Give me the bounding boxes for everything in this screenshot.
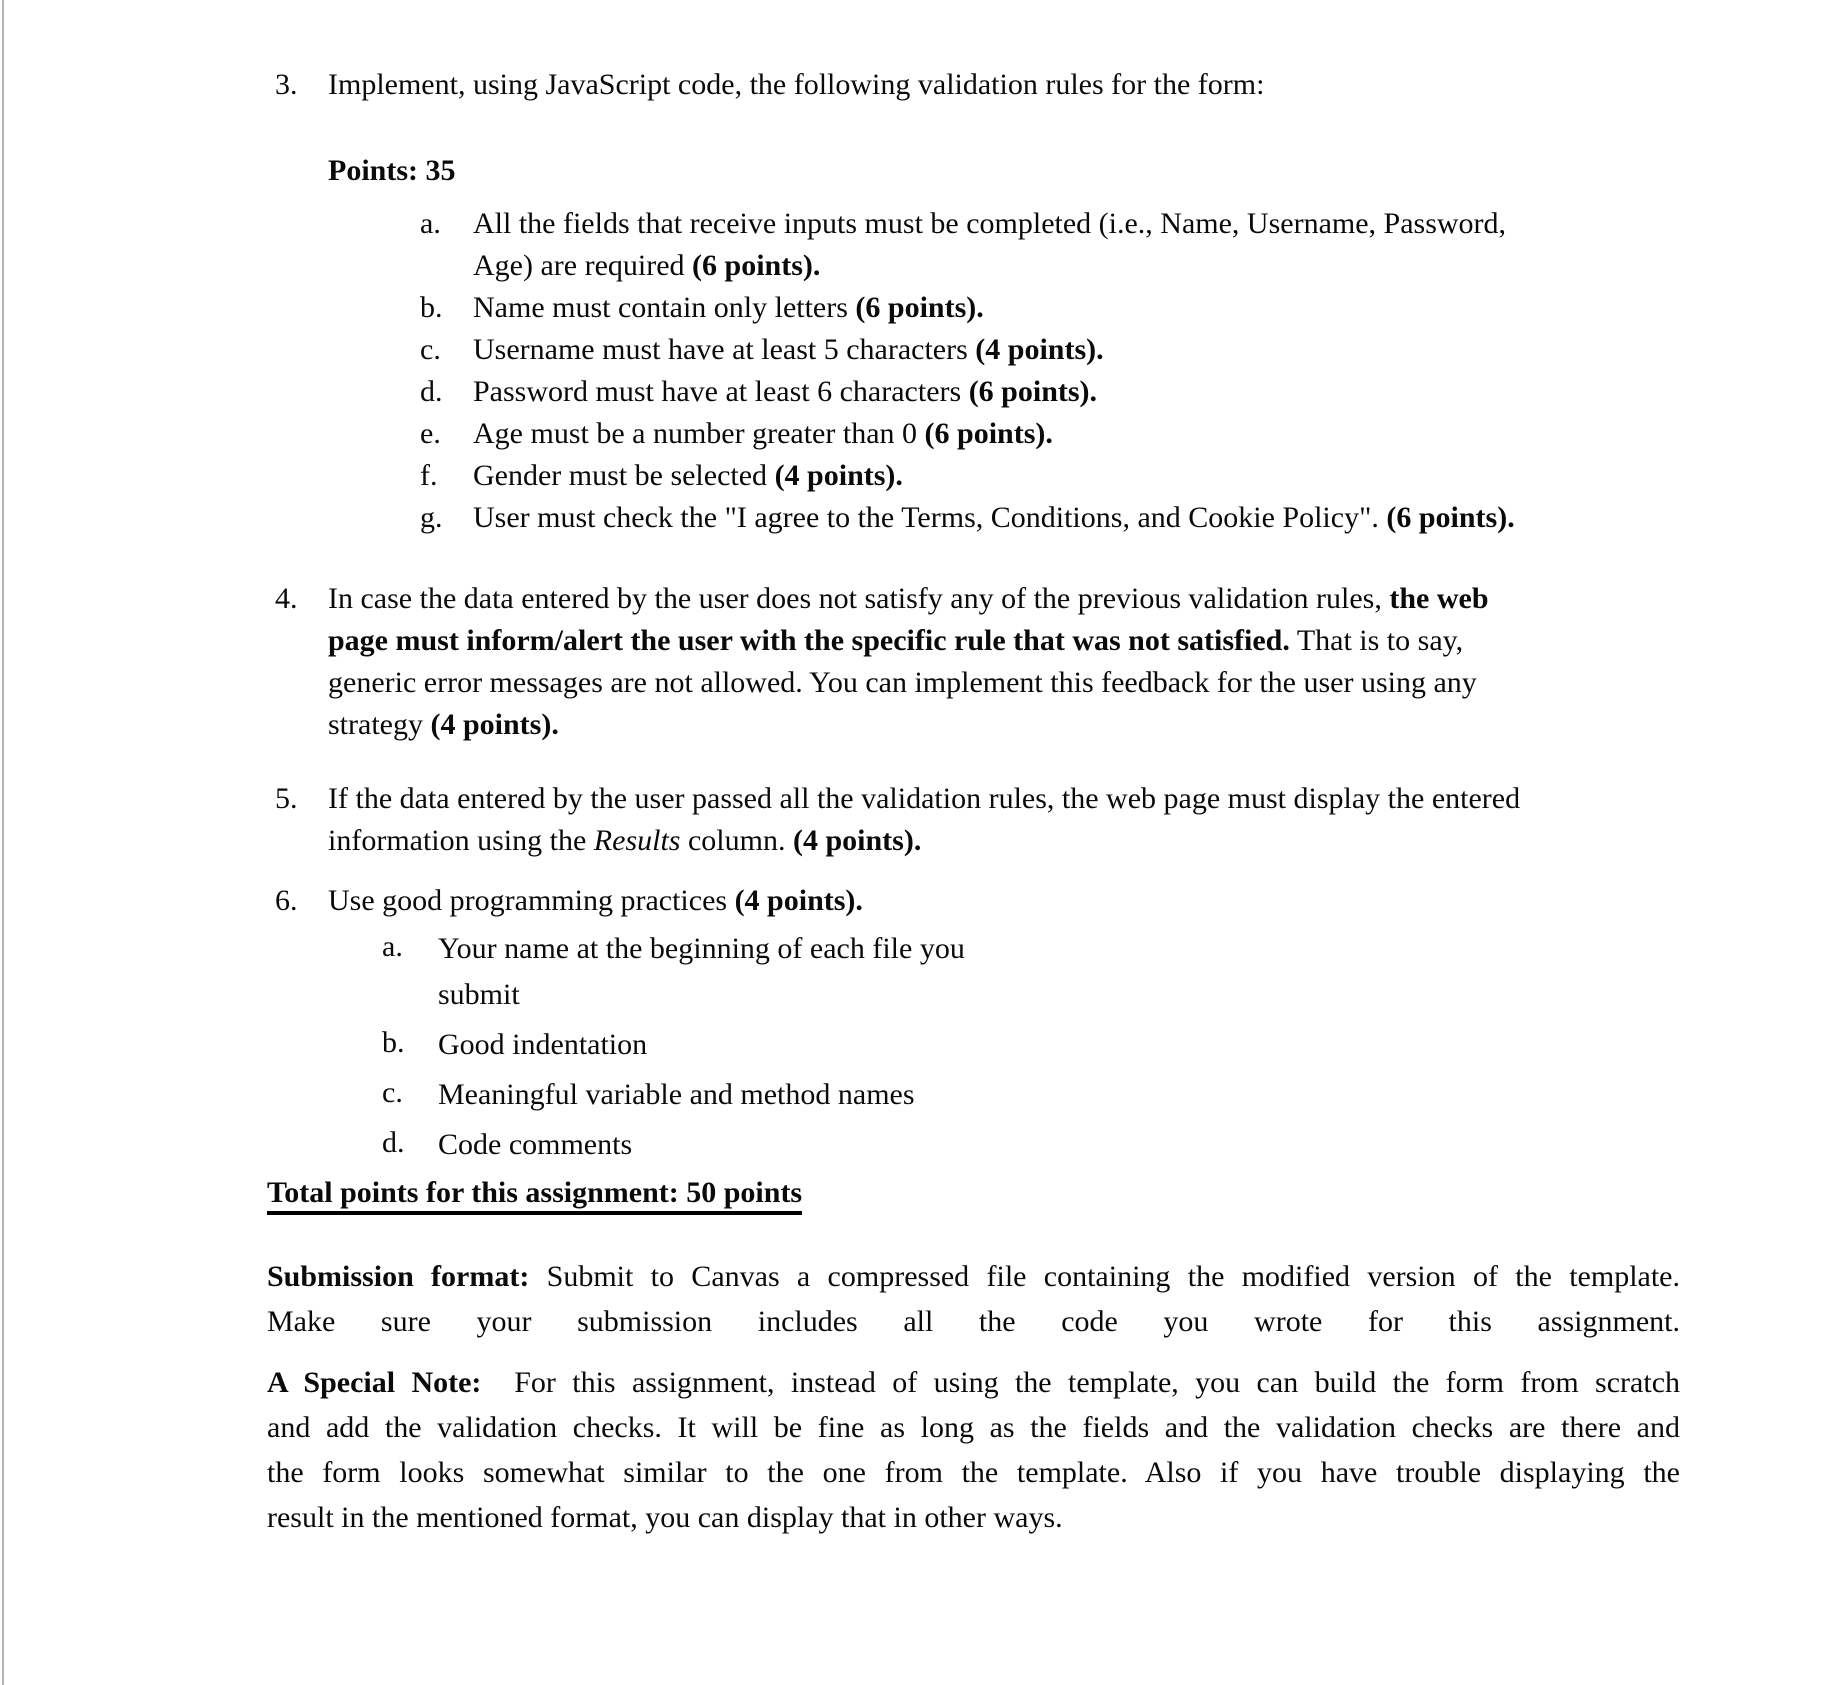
- text-line: [473, 413, 1680, 455]
- text-segment: (4 points).: [792, 824, 922, 857]
- text-segment: generic error messages are not allowed. You can implement this feedback for the user using any: [328, 666, 1477, 699]
- text-line: [328, 704, 1680, 746]
- text-segment: Username must have at least 5 characters: [473, 333, 976, 366]
- text-segment: page must inform/alert the user with the specific rule that was not satisfied.: [328, 624, 1290, 657]
- text-segment: (4 points).: [734, 884, 863, 917]
- text-line: [473, 497, 1680, 539]
- text-segment: Good indentation: [438, 1028, 648, 1061]
- text-line: [328, 150, 1680, 192]
- text-segment: result in the mentioned format, you can display that in other ways.: [267, 1501, 1063, 1534]
- text-segment: For this assignment, instead of using the template, you can build the form from scratch: [481, 1366, 1681, 1399]
- sub-item-6b: [382, 1022, 1680, 1068]
- text-segment: User must check the "I agree to the Terms, Conditions, and Cookie Policy".: [473, 501, 1387, 534]
- text-segment: (6 points).: [968, 375, 1098, 408]
- sub-item-3e: [420, 413, 1680, 455]
- text-line: [438, 1022, 1680, 1068]
- text-segment: Age must be a number greater than 0: [473, 417, 925, 450]
- document-page: [267, 64, 1680, 1540]
- text-segment: Total points for this assignment: 50 points: [267, 1176, 802, 1215]
- text-line: [328, 64, 1680, 106]
- submission-format-paragraph: [267, 1254, 1680, 1344]
- sub-item-6d: [382, 1122, 1680, 1168]
- sub-item-6c: [382, 1072, 1680, 1118]
- total-points-heading: [267, 1172, 1680, 1214]
- sub-item-3g: [420, 497, 1680, 539]
- text-segment: (4 points).: [774, 459, 903, 492]
- text-line: [267, 1450, 1680, 1495]
- text-line: [267, 1495, 1680, 1540]
- text-line: [328, 620, 1680, 662]
- text-segment: (6 points).: [1386, 501, 1515, 534]
- text-segment: Name must contain only letters: [473, 291, 856, 324]
- text-segment: (4 points).: [430, 708, 559, 741]
- sub-item-3b: [420, 287, 1680, 329]
- list-marker: c.: [382, 1076, 403, 1109]
- text-line: [267, 1299, 1680, 1344]
- text-segment: Password must have at least 6 characters: [473, 375, 969, 408]
- page-edge-line: [2, 0, 4, 1685]
- list-marker: 5.: [275, 782, 298, 815]
- list-marker: a.: [382, 930, 403, 963]
- text-segment: Make sure your submission includes all the code you wrote for this assignment.: [267, 1305, 1680, 1338]
- text-segment: Meaningful variable and method names: [438, 1078, 915, 1111]
- text-line: [267, 1172, 1680, 1214]
- text-segment: the form looks somewhat similar to the one from the template. Also if you have trouble displaying the: [267, 1456, 1680, 1489]
- text-segment: (6 points).: [924, 417, 1053, 450]
- text-segment: Results: [593, 824, 681, 857]
- text-segment: Implement, using JavaScript code, the following validation rules for the form:: [328, 68, 1265, 101]
- list-marker: f.: [420, 459, 438, 492]
- text-line: [473, 287, 1680, 329]
- text-segment: (4 points).: [975, 333, 1104, 366]
- sub-item-6a: [382, 926, 1680, 1018]
- special-note-paragraph: [267, 1360, 1680, 1540]
- text-segment: All the fields that receive inputs must be completed (i.e., Name, Username, Password,: [473, 207, 1507, 240]
- sub-item-3a: [420, 203, 1680, 287]
- sub-item-3d: [420, 371, 1680, 413]
- text-segment: Your name at the beginning of each file you: [438, 932, 965, 965]
- text-line: [438, 1122, 1680, 1168]
- text-segment: Use good programming practices: [328, 884, 735, 917]
- text-segment: Submit to Canvas a compressed file containing the modified version of the template.: [529, 1260, 1680, 1293]
- text-segment: column.: [680, 824, 793, 857]
- text-segment: In case the data entered by the user does not satisfy any of the previous validation rules,: [328, 582, 1390, 615]
- text-segment: Points: 35: [328, 154, 456, 187]
- text-segment: Submission format:: [267, 1260, 530, 1293]
- text-segment: strategy: [328, 708, 431, 741]
- text-segment: If the data entered by the user passed all the validation rules, the web page must display the entered: [328, 782, 1521, 815]
- points-heading: [328, 150, 1680, 192]
- text-line: [267, 1405, 1680, 1450]
- text-line: [438, 972, 1680, 1018]
- text-line: [438, 926, 1680, 972]
- text-line: [328, 820, 1680, 862]
- list-item-4: [267, 578, 1680, 746]
- text-segment: (6 points).: [855, 291, 984, 324]
- list-marker: b.: [420, 291, 443, 324]
- text-segment: Gender must be selected: [473, 459, 775, 492]
- text-segment: (6 points).: [692, 249, 821, 282]
- text-line: [473, 203, 1680, 245]
- text-line: [328, 880, 1680, 922]
- sub-item-3f: [420, 455, 1680, 497]
- text-line: [473, 329, 1680, 371]
- list-marker: g.: [420, 501, 443, 534]
- text-line: [473, 455, 1680, 497]
- text-segment: the web: [1389, 582, 1489, 615]
- text-line: [328, 662, 1680, 704]
- list-marker: e.: [420, 417, 441, 450]
- text-segment: Age) are required: [473, 249, 693, 282]
- text-line: [473, 371, 1680, 413]
- list-marker: 6.: [275, 884, 298, 917]
- list-item-6: [267, 880, 1680, 922]
- text-line: [267, 1254, 1680, 1299]
- text-segment: A Special Note:: [267, 1366, 482, 1399]
- text-line: [328, 778, 1680, 820]
- list-item-5: [267, 778, 1680, 862]
- list-marker: 3.: [275, 68, 298, 101]
- text-segment: and add the validation checks. It will be fine as long as the fields and the validation checks are there and: [267, 1411, 1680, 1444]
- text-segment: Code comments: [438, 1128, 633, 1161]
- text-line: [438, 1072, 1680, 1118]
- list-marker: a.: [420, 207, 441, 240]
- text-segment: That is to say,: [1289, 624, 1464, 657]
- text-line: [267, 1360, 1680, 1405]
- sub-item-3c: [420, 329, 1680, 371]
- list-item-3: [267, 64, 1680, 106]
- text-line: [473, 245, 1680, 287]
- text-segment: submit: [438, 978, 520, 1011]
- list-marker: c.: [420, 333, 441, 366]
- text-segment: information using the: [328, 824, 594, 857]
- list-marker: 4.: [275, 582, 298, 615]
- list-marker: d.: [382, 1126, 405, 1159]
- list-marker: d.: [420, 375, 443, 408]
- list-marker: b.: [382, 1026, 405, 1059]
- text-line: [328, 578, 1680, 620]
